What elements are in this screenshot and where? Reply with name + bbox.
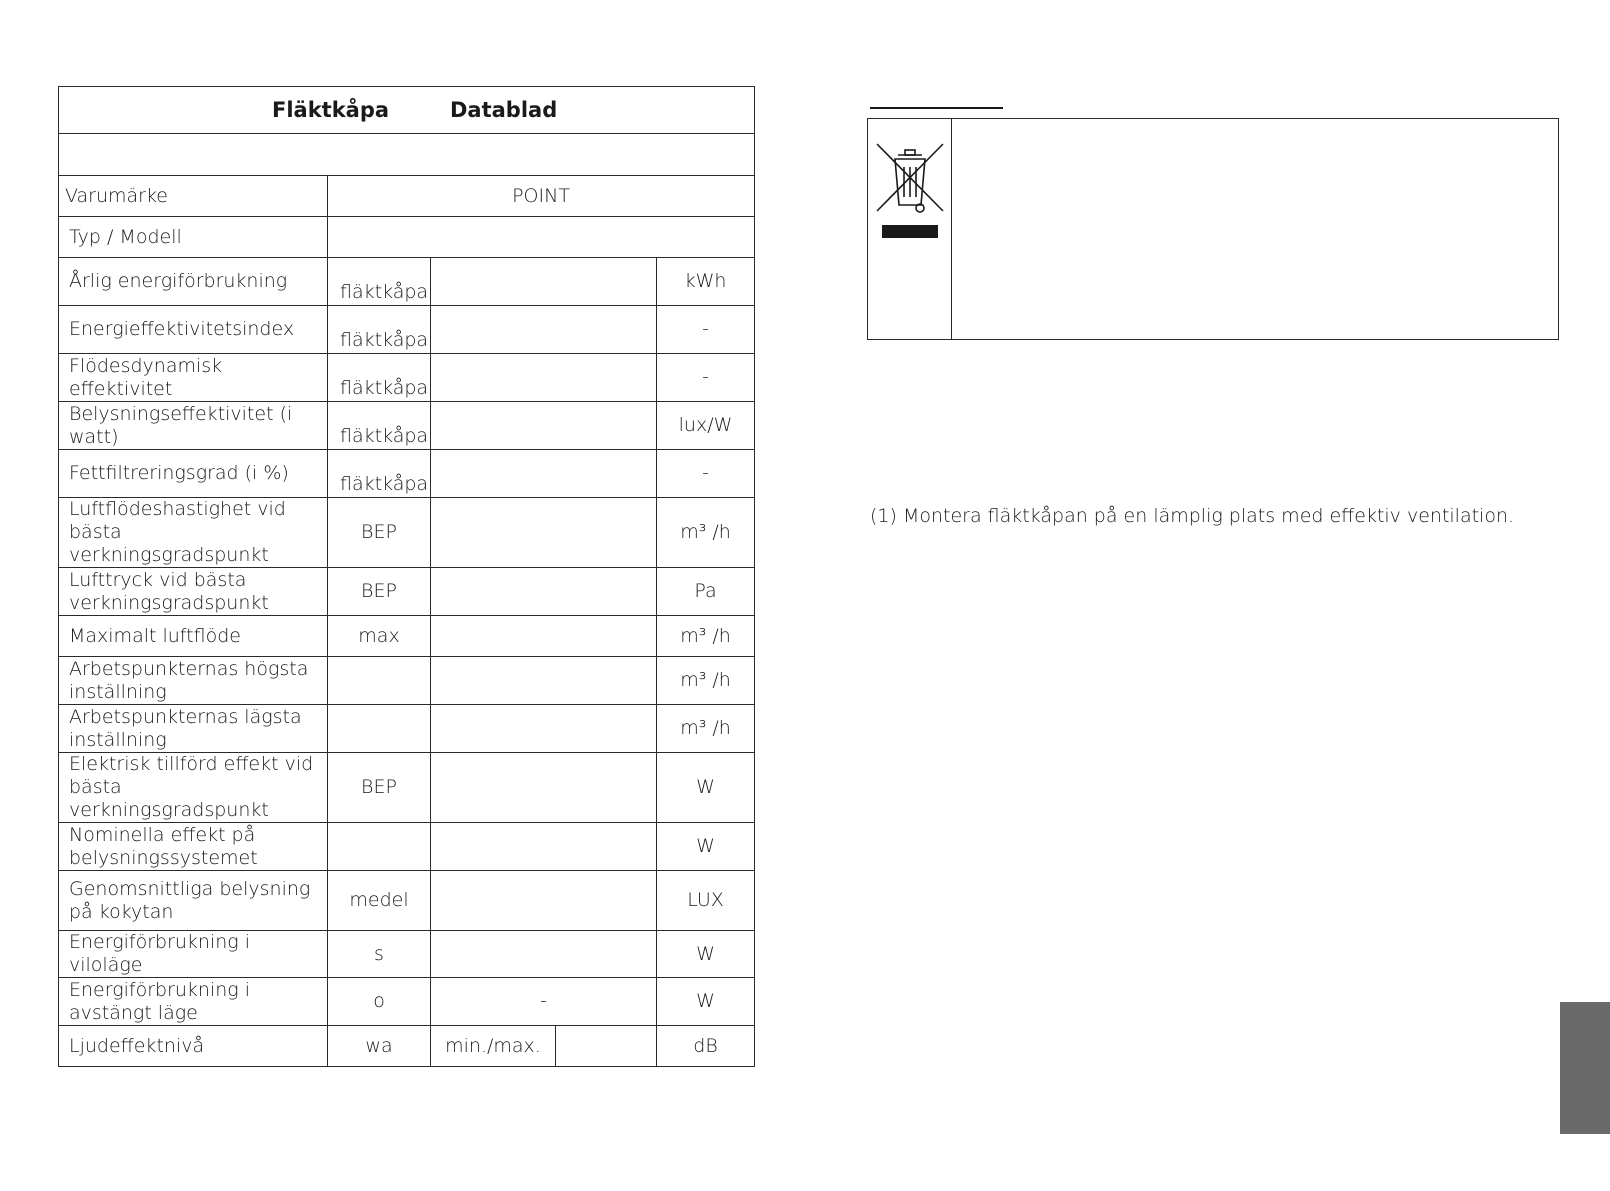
table-row [59, 978, 755, 1026]
row-label: Ljudeffektnivå [59, 1026, 328, 1067]
row-unit: m³ /h [657, 657, 755, 705]
row-value [431, 354, 657, 402]
row-value [431, 258, 657, 306]
disposal-icon-cell [868, 119, 952, 339]
brand-value: POINT [328, 176, 755, 217]
row-label: Elektrisk tillförd effekt vid bästa verkningsgradspunkt [59, 753, 328, 823]
row-code: medel [328, 871, 431, 931]
title-product: Fläktkåpa [272, 98, 390, 122]
table-row [59, 871, 755, 931]
row-code: BEP [328, 568, 431, 616]
row-label: Årlig energiförbrukning [59, 258, 328, 306]
brand-label: Varumärke [59, 176, 328, 217]
row-unit: LUX [657, 871, 755, 931]
row-code: BEP [328, 498, 431, 568]
row-unit: W [657, 931, 755, 978]
row-unit: - [657, 306, 755, 354]
row-value-blank [556, 1026, 657, 1067]
row-code [328, 705, 431, 753]
row-value: - [431, 978, 657, 1026]
table-row [59, 306, 755, 354]
row-code [328, 657, 431, 705]
row-code: wa [328, 1026, 431, 1067]
row-value [431, 498, 657, 568]
row-value [431, 616, 657, 657]
row-label: Energieffektivitetsindex [59, 306, 328, 354]
row-code: max [328, 616, 431, 657]
table-row [59, 705, 755, 753]
row-code: s [328, 931, 431, 978]
crossed-out-wheelie-bin-icon [874, 141, 946, 241]
row-label: Genomsnittliga belysning på kokytan [59, 871, 328, 931]
row-label: Arbetspunkternas högsta inställning [59, 657, 328, 705]
row-unit: - [657, 450, 755, 498]
table-row [59, 657, 755, 705]
page-tab [1560, 1002, 1610, 1134]
table-row [59, 616, 755, 657]
row-unit: m³ /h [657, 616, 755, 657]
row-label: Maximalt luftflöde [59, 616, 328, 657]
table-row [59, 354, 755, 402]
row-code: fläktkåpa [328, 354, 431, 402]
row-unit: lux/W [657, 402, 755, 450]
row-code: BEP [328, 753, 431, 823]
row-code: fläktkåpa [328, 306, 431, 354]
row-value: min./max. [431, 1026, 556, 1067]
row-value [431, 450, 657, 498]
row-value [431, 402, 657, 450]
row-unit: - [657, 354, 755, 402]
row-value [431, 657, 657, 705]
row-code: o [328, 978, 431, 1026]
row-value [431, 753, 657, 823]
row-label: Flödesdynamisk effektivitet [59, 354, 328, 402]
table-row [59, 450, 755, 498]
row-unit: kWh [657, 258, 755, 306]
row-unit: dB [657, 1026, 755, 1067]
table-row [59, 823, 755, 871]
table-row [59, 258, 755, 306]
table-row [59, 498, 755, 568]
table-row [59, 402, 755, 450]
row-value [431, 823, 657, 871]
row-value [431, 568, 657, 616]
row-unit: W [657, 753, 755, 823]
row-value [431, 871, 657, 931]
row-value [431, 705, 657, 753]
row-label: Luftflödeshastighet vid bästa verkningsgradspunkt [59, 498, 328, 568]
row-label: Lufttryck vid bästa verkningsgradspunkt [59, 568, 328, 616]
row-unit: Pa [657, 568, 755, 616]
row-value [431, 306, 657, 354]
table-row [59, 931, 755, 978]
row-label: Energiförbrukning i avstängt läge [59, 978, 328, 1026]
datasheet-title [59, 87, 755, 134]
table-row [59, 753, 755, 823]
row-code: fläktkåpa [328, 402, 431, 450]
row-code: fläktkåpa [328, 450, 431, 498]
model-label: Typ / Modell [59, 217, 328, 258]
row-label: Nominella effekt på belysningssystemet [59, 823, 328, 871]
row-label: Energiförbrukning i viloläge [59, 931, 328, 978]
datasheet-table [58, 86, 755, 1067]
row-code: fläktkåpa [328, 258, 431, 306]
row-unit: m³ /h [657, 498, 755, 568]
title-doc: Datablad [450, 98, 558, 122]
row-unit: W [657, 823, 755, 871]
model-value [328, 217, 755, 258]
row-value [431, 931, 657, 978]
row-label: Arbetspunkternas lägsta inställning [59, 705, 328, 753]
table-row [59, 1026, 755, 1067]
row-unit: m³ /h [657, 705, 755, 753]
section-rule [870, 107, 1003, 109]
row-code [328, 823, 431, 871]
row-label: Belysningseffektivitet (i watt) [59, 402, 328, 450]
blank-row [59, 134, 755, 176]
row-unit: W [657, 978, 755, 1026]
table-row [59, 568, 755, 616]
footnote: (1) Montera fläktkåpan på en lämplig plats med effektiv ventilation. [870, 505, 1515, 527]
disposal-notice-box [867, 118, 1559, 340]
row-label: Fettfiltreringsgrad (i %) [59, 450, 328, 498]
